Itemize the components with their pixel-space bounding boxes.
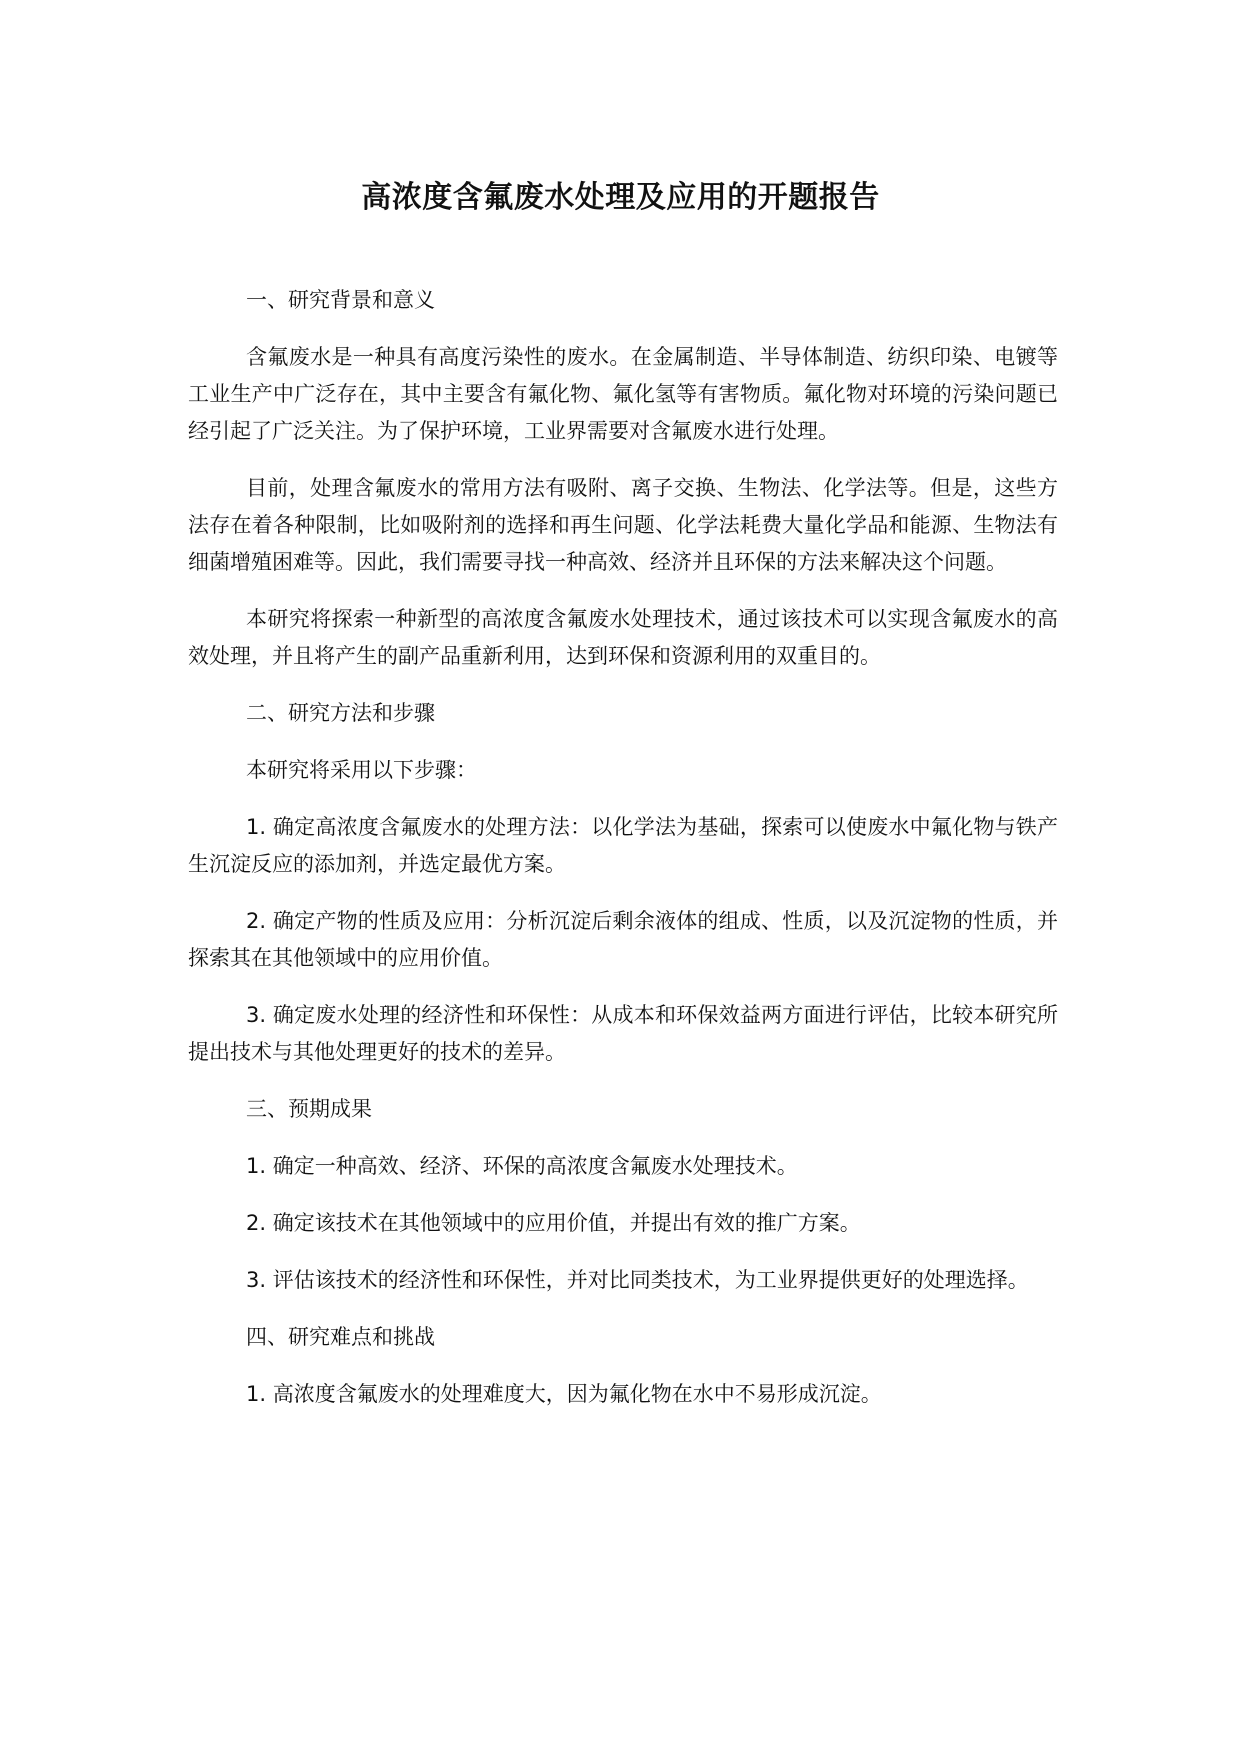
section-heading-background: 一、研究背景和意义 <box>246 288 435 312</box>
paragraph-current-methods: 目前，处理含氟废水的常用方法有吸附、离子交换、生物法、化学法等。但是，这些方法存在着各种限制，比如吸附剂的选择和再生问题、化学法耗费大量化学品和能源、生物法有细菌增殖困难等。因此，我们需要寻找一种高效、经济并且环保的方法来解决这个问题。 <box>188 476 1058 574</box>
document-body <box>188 282 1058 1433</box>
list-item-result-3: 3. 评估该技术的经济性和环保性，并对比同类技术，为工业界提供更好的处理选择。 <box>246 1268 1029 1292</box>
list-item-step-1: 1. 确定高浓度含氟废水的处理方法：以化学法为基础，探索可以使废水中氟化物与铁产生沉淀反应的添加剂，并选定最优方案。 <box>188 815 1058 876</box>
list-item-step-2: 2. 确定产物的性质及应用：分析沉淀后剩余液体的组成、性质，以及沉淀物的性质，并探索其在其他领域中的应用价值。 <box>188 909 1058 970</box>
paragraph-intro: 含氟废水是一种具有高度污染性的废水。在金属制造、半导体制造、纺织印染、电镀等工业生产中广泛存在，其中主要含有氟化物、氟化氢等有害物质。氟化物对环境的污染问题已经引起了广泛关注。为了保护环境，工业界需要对含氟废水进行处理。 <box>188 345 1058 443</box>
section-heading-methods: 二、研究方法和步骤 <box>246 701 435 725</box>
section-heading-challenges: 四、研究难点和挑战 <box>246 1325 435 1349</box>
document-title: 高浓度含氟废水处理及应用的开题报告 <box>361 180 880 215</box>
paragraph-steps-intro: 本研究将采用以下步骤： <box>246 758 477 782</box>
section-heading-expected-results: 三、预期成果 <box>246 1097 372 1121</box>
list-item-step-3: 3. 确定废水处理的经济性和环保性：从成本和环保效益两方面进行评估，比较本研究所提出技术与其他处理更好的技术的差异。 <box>188 1003 1058 1064</box>
paragraph-research-goal: 本研究将探索一种新型的高浓度含氟废水处理技术，通过该技术可以实现含氟废水的高效处理，并且将产生的副产品重新利用，达到环保和资源利用的双重目的。 <box>188 607 1058 668</box>
list-item-result-2: 2. 确定该技术在其他领域中的应用价值，并提出有效的推广方案。 <box>246 1211 861 1235</box>
list-item-challenge-1: 1. 高浓度含氟废水的处理难度大，因为氟化物在水中不易形成沉淀。 <box>246 1382 882 1406</box>
list-item-result-1: 1. 确定一种高效、经济、环保的高浓度含氟废水处理技术。 <box>246 1154 798 1178</box>
